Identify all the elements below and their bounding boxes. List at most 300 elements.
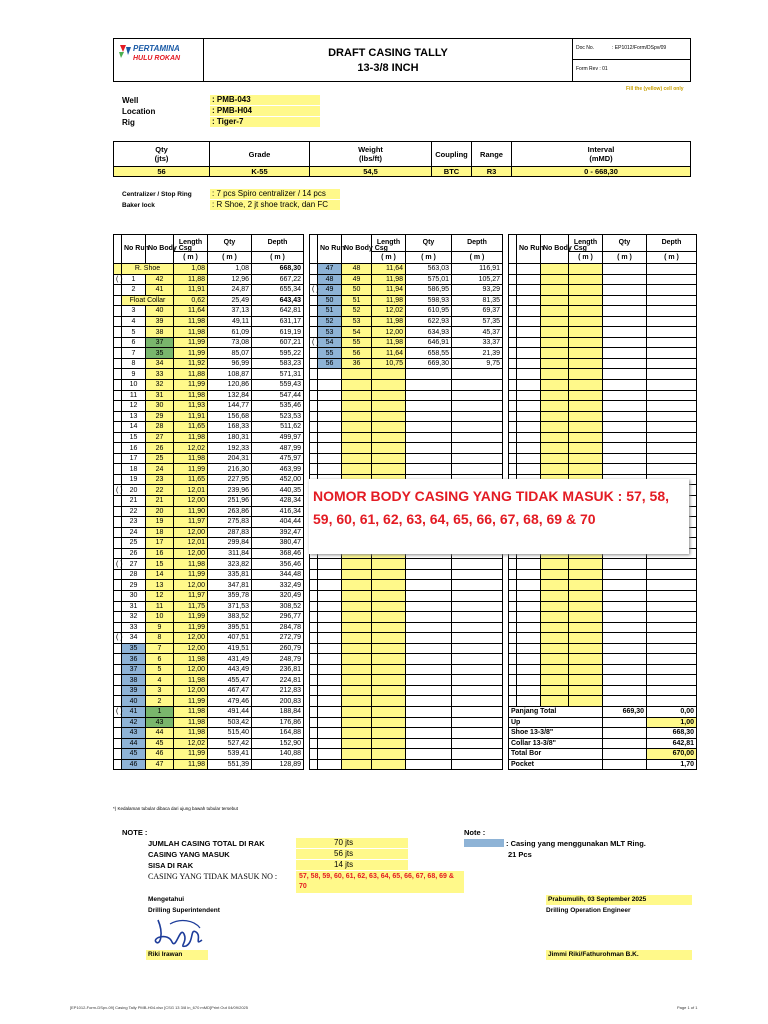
t3-cell-5[interactable]: [647, 664, 697, 675]
t2-cell-2[interactable]: [342, 390, 372, 401]
t2-cell-4[interactable]: [406, 369, 452, 380]
t1-cell-5[interactable]: 356,46: [252, 559, 304, 570]
t3-cell-4[interactable]: [603, 685, 647, 696]
t1-cell-5[interactable]: 296,77: [252, 612, 304, 623]
t1-cell-4[interactable]: 73,08: [208, 337, 252, 348]
t1-cell-3[interactable]: 11,98: [174, 728, 208, 739]
t1-cell-2[interactable]: 46: [146, 749, 174, 760]
t2-cell-5[interactable]: [452, 717, 503, 728]
t1-cell-2[interactable]: 13: [146, 580, 174, 591]
t2-cell-5[interactable]: [452, 612, 503, 623]
t1-cell-5[interactable]: 642,81: [252, 306, 304, 317]
t3-cell-3[interactable]: [569, 390, 603, 401]
t1-cell-3[interactable]: 11,99: [174, 749, 208, 760]
t2-cell-2[interactable]: [342, 369, 372, 380]
t3-cell-4[interactable]: [603, 432, 647, 443]
t2-cell-3[interactable]: [372, 664, 406, 675]
t1-cell-2[interactable]: 22: [146, 485, 174, 496]
t2-cell-5[interactable]: [452, 696, 503, 707]
summary-depth[interactable]: 1,00: [647, 717, 697, 728]
t2-cell-3[interactable]: 11,98: [372, 274, 406, 285]
t2-cell-5[interactable]: [452, 380, 503, 391]
sign-place-date[interactable]: Prabumulih, 03 September 2025: [546, 895, 692, 905]
t1-cell-5[interactable]: 583,23: [252, 358, 304, 369]
t2-cell-3[interactable]: 11,98: [372, 295, 406, 306]
t1-cell-4[interactable]: 383,52: [208, 612, 252, 623]
t3-cell-4[interactable]: [603, 274, 647, 285]
t1-cell-4[interactable]: 371,53: [208, 601, 252, 612]
t2-cell-3[interactable]: [372, 717, 406, 728]
t1-cell-4[interactable]: 144,77: [208, 401, 252, 412]
t1-cell-5[interactable]: 248,79: [252, 654, 304, 665]
t2-cell-5[interactable]: [452, 728, 503, 739]
t1-cell-3[interactable]: 11,88: [174, 369, 208, 380]
t2-cell-3[interactable]: [372, 654, 406, 665]
t2-cell-3[interactable]: 11,94: [372, 285, 406, 296]
t1-cell-4[interactable]: 431,49: [208, 654, 252, 665]
t2-cell-4[interactable]: [406, 706, 452, 717]
t3-cell-5[interactable]: [647, 685, 697, 696]
t3-cell-2[interactable]: [541, 337, 569, 348]
t2-cell-4[interactable]: [406, 696, 452, 707]
t2-cell-5[interactable]: [452, 411, 503, 422]
t1-cell-2[interactable]: 44: [146, 728, 174, 739]
t2-cell-3[interactable]: [372, 675, 406, 686]
t2-cell-5[interactable]: 45,37: [452, 327, 503, 338]
t1-cell-3[interactable]: 11,98: [174, 759, 208, 770]
t3-cell-3[interactable]: [569, 685, 603, 696]
t2-cell-2[interactable]: 56: [342, 348, 372, 359]
t3-cell-3[interactable]: [569, 590, 603, 601]
t1-cell-3[interactable]: 11,98: [174, 327, 208, 338]
t2-cell-5[interactable]: 57,35: [452, 316, 503, 327]
t1-cell-5[interactable]: 392,47: [252, 527, 304, 538]
t1-cell-5[interactable]: 607,21: [252, 337, 304, 348]
t2-cell-2[interactable]: [342, 643, 372, 654]
t3-cell-2[interactable]: [541, 380, 569, 391]
t2-cell-3[interactable]: [372, 590, 406, 601]
t2-cell-2[interactable]: 54: [342, 327, 372, 338]
t3-cell-2[interactable]: [541, 422, 569, 433]
t3-cell-2[interactable]: [541, 464, 569, 475]
t1-cell-2[interactable]: 12: [146, 590, 174, 601]
t1-cell-5[interactable]: 212,83: [252, 685, 304, 696]
t1-cell-5[interactable]: 667,22: [252, 274, 304, 285]
t2-cell-4[interactable]: [406, 612, 452, 623]
rig-value[interactable]: : Tiger-7: [210, 117, 320, 127]
masuk-value[interactable]: 56 jts: [296, 849, 408, 859]
t3-cell-3[interactable]: [569, 654, 603, 665]
t3-cell-2[interactable]: [541, 590, 569, 601]
t1-cell-4[interactable]: 96,99: [208, 358, 252, 369]
t3-cell-5[interactable]: [647, 327, 697, 338]
t3-cell-4[interactable]: [603, 358, 647, 369]
t1-cell-4[interactable]: 455,47: [208, 675, 252, 686]
t1-cell-3[interactable]: 12,00: [174, 548, 208, 559]
t2-cell-4[interactable]: [406, 633, 452, 644]
t2-cell-3[interactable]: [372, 622, 406, 633]
t2-cell-2[interactable]: [342, 749, 372, 760]
t1-cell-2[interactable]: 32: [146, 380, 174, 391]
t1-cell-4[interactable]: 551,39: [208, 759, 252, 770]
t2-cell-5[interactable]: [452, 633, 503, 644]
t1-cell-2[interactable]: 19: [146, 517, 174, 528]
t2-cell-5[interactable]: [452, 601, 503, 612]
t3-cell-4[interactable]: [603, 369, 647, 380]
t1-cell-5[interactable]: 260,79: [252, 643, 304, 654]
t2-cell-5[interactable]: [452, 675, 503, 686]
t1-cell-5[interactable]: 152,90: [252, 738, 304, 749]
t2-cell-3[interactable]: [372, 759, 406, 770]
t3-cell-5[interactable]: [647, 643, 697, 654]
t1-cell-5[interactable]: 416,34: [252, 506, 304, 517]
t3-cell-3[interactable]: [569, 559, 603, 570]
t2-cell-5[interactable]: 9,75: [452, 358, 503, 369]
t1-cell-2[interactable]: 47: [146, 759, 174, 770]
t2-cell-3[interactable]: [372, 580, 406, 591]
t3-cell-5[interactable]: [647, 654, 697, 665]
t3-cell-4[interactable]: [603, 622, 647, 633]
t3-cell-4[interactable]: [603, 337, 647, 348]
total-value[interactable]: 70 jts: [296, 838, 408, 848]
t2-cell-2[interactable]: [342, 696, 372, 707]
qty-value[interactable]: 56: [114, 167, 210, 177]
t1-cell-2[interactable]: 23: [146, 474, 174, 485]
t2-cell-3[interactable]: [372, 432, 406, 443]
t1-cell-2[interactable]: 41: [146, 285, 174, 296]
t1-cell-2[interactable]: 27: [146, 432, 174, 443]
t3-cell-3[interactable]: [569, 612, 603, 623]
t3-cell-4[interactable]: [603, 569, 647, 580]
t1-cell-2[interactable]: 2: [146, 696, 174, 707]
t3-cell-2[interactable]: [541, 390, 569, 401]
t1-cell-3[interactable]: 11,97: [174, 517, 208, 528]
t2-cell-5[interactable]: [452, 706, 503, 717]
t3-cell-5[interactable]: [647, 464, 697, 475]
t3-cell-3[interactable]: [569, 401, 603, 412]
t1-cell-3[interactable]: 11,91: [174, 285, 208, 296]
t1-cell-5[interactable]: 475,97: [252, 453, 304, 464]
t3-cell-4[interactable]: [603, 590, 647, 601]
t1-cell-2[interactable]: 8: [146, 633, 174, 644]
t3-cell-5[interactable]: [647, 590, 697, 601]
t1-cell-4[interactable]: 251,96: [208, 496, 252, 507]
t3-cell-3[interactable]: [569, 443, 603, 454]
t2-cell-3[interactable]: [372, 728, 406, 739]
t1-cell-2[interactable]: 5: [146, 664, 174, 675]
t2-cell-2[interactable]: [342, 443, 372, 454]
t1-cell-2[interactable]: 1: [146, 706, 174, 717]
t3-cell-2[interactable]: [541, 643, 569, 654]
t2-cell-4[interactable]: [406, 654, 452, 665]
interval-value[interactable]: 0 - 668,30: [512, 167, 691, 177]
t2-cell-2[interactable]: [342, 380, 372, 391]
t1-cell-4[interactable]: 192,33: [208, 443, 252, 454]
t1-cell-4[interactable]: 395,51: [208, 622, 252, 633]
t1-cell-3[interactable]: 11,64: [174, 306, 208, 317]
t1-cell-5[interactable]: 332,49: [252, 580, 304, 591]
t1-cell-2[interactable]: 16: [146, 548, 174, 559]
t1-cell-5[interactable]: 188,84: [252, 706, 304, 717]
t1-cell-3[interactable]: 11,93: [174, 401, 208, 412]
t1-cell-3[interactable]: 11,75: [174, 601, 208, 612]
t2-cell-3[interactable]: [372, 411, 406, 422]
t3-cell-2[interactable]: [541, 348, 569, 359]
t1-cell-2[interactable]: 24: [146, 464, 174, 475]
t1-cell-2[interactable]: 45: [146, 738, 174, 749]
summary-depth[interactable]: 668,30: [647, 728, 697, 739]
t1-cell-3[interactable]: 11,98: [174, 453, 208, 464]
t1-cell-2[interactable]: 38: [146, 327, 174, 338]
t1-cell-3[interactable]: 11,97: [174, 590, 208, 601]
t1-cell-3[interactable]: 12,00: [174, 527, 208, 538]
t2-cell-3[interactable]: [372, 464, 406, 475]
t1-cell-3[interactable]: 11,99: [174, 380, 208, 391]
t3-cell-2[interactable]: [541, 411, 569, 422]
t1-cell-5[interactable]: 463,99: [252, 464, 304, 475]
t3-cell-5[interactable]: [647, 274, 697, 285]
t2-cell-2[interactable]: [342, 675, 372, 686]
t2-cell-5[interactable]: 93,29: [452, 285, 503, 296]
t1-cell-3[interactable]: 12,00: [174, 643, 208, 654]
t2-cell-3[interactable]: [372, 706, 406, 717]
sisa-value[interactable]: 14 jts: [296, 860, 408, 870]
t1-cell-3[interactable]: 12,02: [174, 738, 208, 749]
t1-cell-5[interactable]: 668,30: [252, 264, 304, 275]
t1-cell-2[interactable]: 21: [146, 496, 174, 507]
t3-cell-5[interactable]: [647, 306, 697, 317]
t1-cell-5[interactable]: 499,97: [252, 432, 304, 443]
t2-cell-3[interactable]: [372, 643, 406, 654]
t3-cell-2[interactable]: [541, 369, 569, 380]
t2-cell-5[interactable]: [452, 464, 503, 475]
t1-cell-3[interactable]: 11,90: [174, 506, 208, 517]
t3-cell-4[interactable]: [603, 443, 647, 454]
t2-cell-4[interactable]: 563,03: [406, 264, 452, 275]
t1-cell-2[interactable]: 34: [146, 358, 174, 369]
t3-cell-5[interactable]: [647, 601, 697, 612]
t1-cell-3[interactable]: 12,00: [174, 496, 208, 507]
t3-cell-3[interactable]: [569, 622, 603, 633]
t1-cell-4[interactable]: 156,68: [208, 411, 252, 422]
t2-cell-2[interactable]: [342, 464, 372, 475]
t3-cell-2[interactable]: [541, 358, 569, 369]
t3-cell-5[interactable]: [647, 264, 697, 275]
t3-cell-3[interactable]: [569, 264, 603, 275]
t3-cell-4[interactable]: [603, 264, 647, 275]
t2-cell-4[interactable]: [406, 464, 452, 475]
t2-cell-3[interactable]: [372, 422, 406, 433]
t3-cell-5[interactable]: [647, 569, 697, 580]
t3-cell-5[interactable]: [647, 390, 697, 401]
t2-cell-2[interactable]: [342, 622, 372, 633]
t3-cell-3[interactable]: [569, 696, 603, 707]
t2-cell-4[interactable]: [406, 738, 452, 749]
t1-cell-5[interactable]: 631,17: [252, 316, 304, 327]
t3-cell-3[interactable]: [569, 274, 603, 285]
t2-cell-5[interactable]: [452, 569, 503, 580]
t1-cell-2[interactable]: 18: [146, 527, 174, 538]
t1-cell-5[interactable]: 547,44: [252, 390, 304, 401]
t3-cell-5[interactable]: [647, 432, 697, 443]
t1-cell-2[interactable]: 25: [146, 453, 174, 464]
t1-cell-2[interactable]: 43: [146, 717, 174, 728]
t3-cell-3[interactable]: [569, 337, 603, 348]
t2-cell-2[interactable]: 53: [342, 316, 372, 327]
t1-cell-4[interactable]: 539,41: [208, 749, 252, 760]
t3-cell-3[interactable]: [569, 601, 603, 612]
t2-cell-4[interactable]: [406, 749, 452, 760]
t1-cell-4[interactable]: 479,46: [208, 696, 252, 707]
t2-cell-3[interactable]: 12,00: [372, 327, 406, 338]
t3-cell-4[interactable]: [603, 348, 647, 359]
t1-cell-4[interactable]: 227,95: [208, 474, 252, 485]
t3-cell-5[interactable]: [647, 633, 697, 644]
t1-cell-4[interactable]: 275,83: [208, 517, 252, 528]
t3-cell-5[interactable]: [647, 411, 697, 422]
t1-cell-5[interactable]: 344,48: [252, 569, 304, 580]
t1-cell-3[interactable]: 12,00: [174, 685, 208, 696]
t1-cell-3[interactable]: 11,98: [174, 316, 208, 327]
t1-cell-2[interactable]: 42: [146, 274, 174, 285]
t3-cell-3[interactable]: [569, 422, 603, 433]
centralizer-value[interactable]: : 7 pcs Spiro centralizer / 14 pcs: [210, 189, 340, 199]
t2-cell-2[interactable]: [342, 654, 372, 665]
t1-cell-5[interactable]: 440,35: [252, 485, 304, 496]
t2-cell-3[interactable]: [372, 559, 406, 570]
t3-cell-3[interactable]: [569, 306, 603, 317]
t3-cell-2[interactable]: [541, 274, 569, 285]
t1-cell-3[interactable]: 11,65: [174, 474, 208, 485]
t2-cell-4[interactable]: [406, 728, 452, 739]
t1-cell-4[interactable]: 299,84: [208, 538, 252, 549]
t2-cell-2[interactable]: [342, 453, 372, 464]
t1-cell-4[interactable]: 287,83: [208, 527, 252, 538]
t3-cell-4[interactable]: [603, 580, 647, 591]
t2-cell-3[interactable]: [372, 569, 406, 580]
t3-cell-4[interactable]: [603, 464, 647, 475]
t3-cell-4[interactable]: [603, 612, 647, 623]
t1-cell-4[interactable]: 311,84: [208, 548, 252, 559]
t2-cell-5[interactable]: [452, 590, 503, 601]
t2-cell-3[interactable]: [372, 443, 406, 454]
t3-cell-5[interactable]: [647, 622, 697, 633]
t2-cell-2[interactable]: [342, 559, 372, 570]
t1-cell-3[interactable]: 11,88: [174, 274, 208, 285]
t1-cell-3[interactable]: 11,99: [174, 348, 208, 359]
t1-cell-4[interactable]: 419,51: [208, 643, 252, 654]
t2-cell-4[interactable]: 586,95: [406, 285, 452, 296]
t2-cell-3[interactable]: 12,02: [372, 306, 406, 317]
t1-cell-2[interactable]: 28: [146, 422, 174, 433]
t2-cell-4[interactable]: 622,93: [406, 316, 452, 327]
t2-cell-5[interactable]: [452, 443, 503, 454]
t3-cell-2[interactable]: [541, 601, 569, 612]
t1-cell-4[interactable]: 467,47: [208, 685, 252, 696]
coupling-value[interactable]: BTC: [432, 167, 472, 177]
t3-cell-5[interactable]: [647, 348, 697, 359]
t3-cell-4[interactable]: [603, 559, 647, 570]
t3-cell-3[interactable]: [569, 569, 603, 580]
t2-cell-2[interactable]: 55: [342, 337, 372, 348]
t3-cell-4[interactable]: [603, 633, 647, 644]
t1-cell-5[interactable]: 535,46: [252, 401, 304, 412]
t1-cell-4[interactable]: 25,49: [208, 295, 252, 306]
t2-cell-3[interactable]: [372, 601, 406, 612]
t1-cell-3[interactable]: 12,01: [174, 485, 208, 496]
t3-cell-3[interactable]: [569, 432, 603, 443]
t1-cell-5[interactable]: 140,88: [252, 749, 304, 760]
t1-cell-2[interactable]: 39: [146, 316, 174, 327]
t2-cell-4[interactable]: 669,30: [406, 358, 452, 369]
t2-cell-2[interactable]: [342, 728, 372, 739]
t2-cell-5[interactable]: [452, 432, 503, 443]
t1-cell-2[interactable]: 3: [146, 685, 174, 696]
t3-cell-5[interactable]: [647, 337, 697, 348]
t3-cell-2[interactable]: [541, 559, 569, 570]
t1-cell-3[interactable]: 11,99: [174, 337, 208, 348]
t2-cell-4[interactable]: [406, 675, 452, 686]
t2-cell-2[interactable]: [342, 569, 372, 580]
range-value[interactable]: R3: [472, 167, 512, 177]
t2-cell-3[interactable]: [372, 401, 406, 412]
t1-cell-5[interactable]: 511,62: [252, 422, 304, 433]
t3-cell-2[interactable]: [541, 664, 569, 675]
t1-cell-2[interactable]: 33: [146, 369, 174, 380]
t1-cell-5[interactable]: 176,86: [252, 717, 304, 728]
t3-cell-2[interactable]: [541, 453, 569, 464]
t1-cell-4[interactable]: 515,40: [208, 728, 252, 739]
t3-cell-4[interactable]: [603, 390, 647, 401]
t2-cell-2[interactable]: 52: [342, 306, 372, 317]
t2-cell-4[interactable]: [406, 685, 452, 696]
t1-cell-4[interactable]: 335,81: [208, 569, 252, 580]
t3-cell-4[interactable]: [603, 654, 647, 665]
t1-cell-4[interactable]: 37,13: [208, 306, 252, 317]
t2-cell-4[interactable]: [406, 580, 452, 591]
t2-cell-5[interactable]: [452, 453, 503, 464]
t1-cell-5[interactable]: 452,00: [252, 474, 304, 485]
t1-cell-2[interactable]: 20: [146, 506, 174, 517]
t2-cell-5[interactable]: [452, 759, 503, 770]
t1-cell-4[interactable]: 407,51: [208, 633, 252, 644]
t3-cell-3[interactable]: [569, 358, 603, 369]
t1-cell-4[interactable]: 120,86: [208, 380, 252, 391]
t1-cell-3[interactable]: 11,99: [174, 569, 208, 580]
t3-cell-4[interactable]: [603, 411, 647, 422]
t3-cell-4[interactable]: [603, 601, 647, 612]
t1-cell-5[interactable]: 128,89: [252, 759, 304, 770]
t3-cell-2[interactable]: [541, 633, 569, 644]
t1-cell-4[interactable]: 216,30: [208, 464, 252, 475]
t3-cell-4[interactable]: [603, 306, 647, 317]
t3-cell-4[interactable]: [603, 295, 647, 306]
t1-cell-3[interactable]: 0,62: [174, 295, 208, 306]
t1-cell-2[interactable]: 11: [146, 601, 174, 612]
t2-cell-4[interactable]: [406, 380, 452, 391]
t2-cell-4[interactable]: 598,93: [406, 295, 452, 306]
t1-cell-3[interactable]: 11,91: [174, 411, 208, 422]
t1-cell-3[interactable]: 11,99: [174, 612, 208, 623]
t2-cell-4[interactable]: [406, 759, 452, 770]
summary-depth[interactable]: 1,70: [647, 759, 697, 770]
t3-cell-3[interactable]: [569, 369, 603, 380]
t1-cell-4[interactable]: 263,86: [208, 506, 252, 517]
t3-cell-5[interactable]: [647, 358, 697, 369]
summary-depth[interactable]: 670,00: [647, 749, 697, 760]
t1-cell-5[interactable]: 487,99: [252, 443, 304, 454]
t2-cell-3[interactable]: 11,98: [372, 337, 406, 348]
